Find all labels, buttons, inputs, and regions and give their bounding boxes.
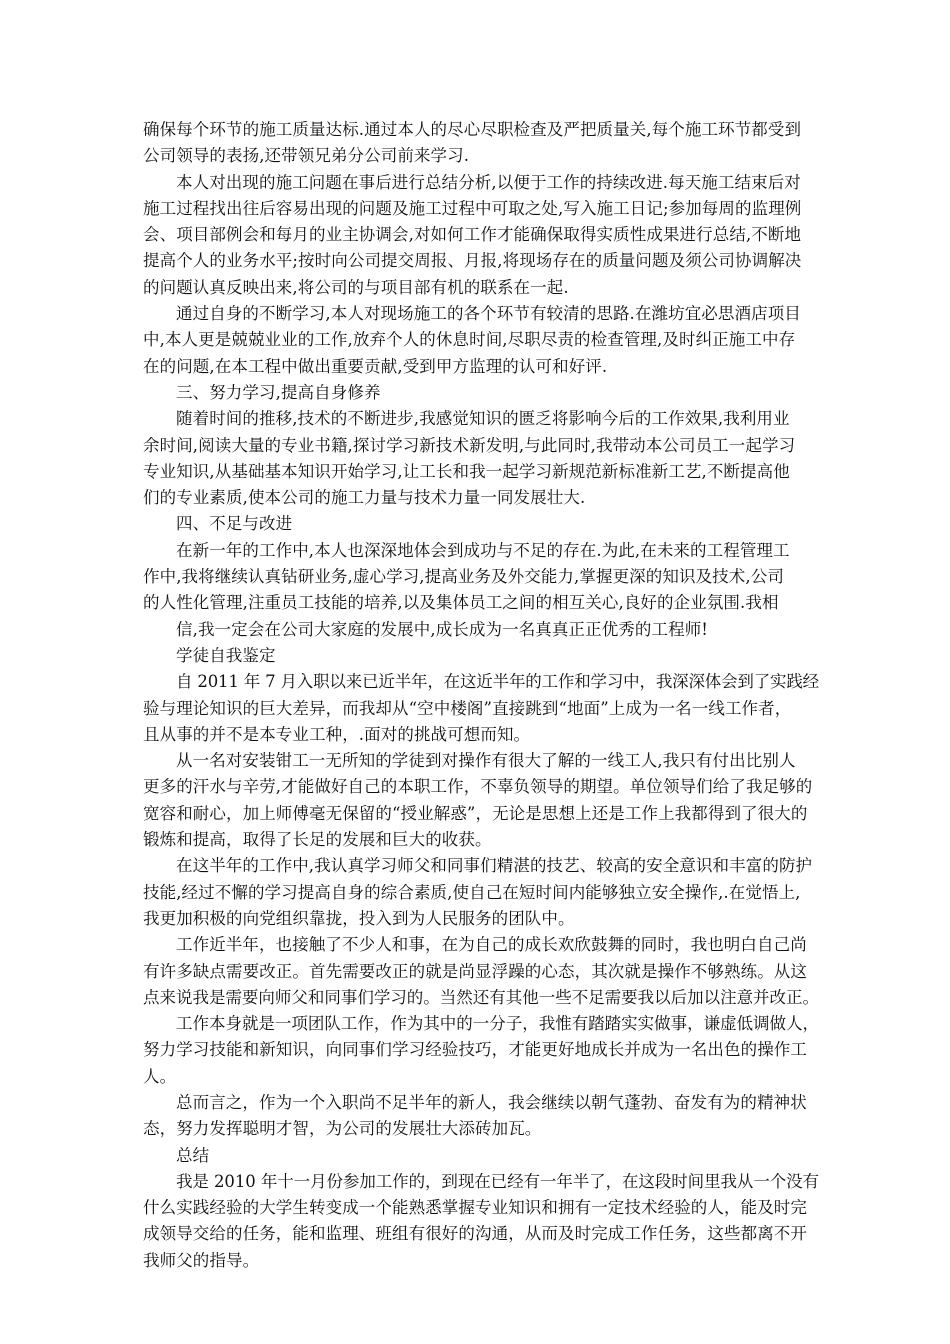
text-line: 工作本身就是一项团队工作，作为其中的一分子，我惟有踏踏实实做事，谦虚低调做人， [176,1014,819,1034]
text-line: 施工过程找出往后容易出现的问题及施工过程中可取之处,写入施工日记;参加每周的监理例 [143,198,802,218]
text-line: 态，努力发挥聪明才智，为公司的发展壮大添砖加瓦。 [143,1119,542,1139]
text-line: 余时间,阅读大量的专业书籍,探讨学习新技术新发明,与此同时,我带动本公司员工一起学习 [143,435,796,455]
text-line: 信,我一定会在公司大家庭的发展中,成长成为一名真真正正优秀的工程师! [176,619,709,639]
text-line: 验与理论知识的巨大差异，而我却从“空中楼阁”直接跳到“地面”上成为一名一线工作者， [143,698,792,718]
text-line: 宽容和耐心，加上师傅毫无保留的“授业解惑”，无论是思想上还是工作上我都得到了很大的 [143,803,808,823]
text-line: 点来说我是需要向师父和同事们学习的。当然还有其他一些不足需要我以后加以注意并改正。 [143,987,820,1007]
text-line: 成领导交给的任务，能和监理、班组有很好的沟通，从而及时完成工作任务，这些都离不开 [143,1224,807,1244]
text-line: 作中,我将继续认真钻研业务,虚心学习,提高业务及外交能力,掌握更深的知识及技术,公司 [143,567,784,587]
text-line: 随着时间的推移,技术的不断进步,我感觉知识的匮乏将影响今后的工作效果,我利用业 [176,409,790,429]
text-line: 的人性化管理,注重员工技能的培养,以及集体员工之间的相互关心,良好的企业氛围.我相 [143,593,779,613]
text-line: 我是 2010 年十一月份参加工作的，到现在已经有一年半了，在这段时间里我从一个没有 [176,1171,819,1191]
text-line: 四、不足与改进 [176,514,293,534]
text-line: 总结 [176,1145,210,1165]
text-line: 且从事的并不是本专业工种，.面对的挑战可想而知。 [143,724,531,744]
text-line: 在这半年的工作中,我认真学习师父和同事们精湛的技艺、较高的安全意识和丰富的防护 [176,856,813,876]
text-line: 在的问题,在本工程中做出重要贡献,受到甲方监理的认可和好评. [143,356,608,376]
text-line: 们的专业素质,使本公司的施工力量与技术力量一同发展壮大. [143,488,586,508]
text-line: 努力学习技能和新知识，向同事们学习经验技巧，才能更好地成长并成为一名出色的操作工 [143,1040,807,1060]
text-line: 会、项目部例会和每月的业主协调会,对如何工作才能确保取得实质性成果进行总结,不断地 [143,225,802,245]
text-line: 我更加积极的向党组织靠拢，投入到为人民服务的团队中。 [143,908,575,928]
text-line: 从一名对安装钳工一无所知的学徒到对操作有很大了解的一线工人,我只有付出比别人 [176,751,796,771]
text-line: 的问题认真反映出来,将公司的与项目部有机的联系在一起. [143,277,569,297]
text-line: 在新一年的工作中,本人也深深地体会到成功与不足的存在.为此,在未来的工程管理工 [176,540,790,560]
text-line: 专业知识,从基础基本知识开始学习,让工长和我一起学习新规范新标准新工艺,不断提高他 [143,461,790,481]
text-line: 我师父的指导。 [143,1250,260,1270]
text-line: 公司领导的表扬,还带领兄弟分公司前来学习. [143,146,470,166]
text-line: 更多的汗水与辛劳,才能做好自己的本职工作，不辜负领导的期望。单位领导们给了我足够的 [143,777,813,797]
text-line: 有许多缺点需要改正。首先需要改正的就是尚显浮躁的心态，其次就是操作不够熟练。从这 [143,961,807,981]
text-line: 人。 [143,1066,177,1086]
text-line: 通过自身的不断学习,本人对现场施工的各个环节有较清的思路.在潍坊宜必思酒店项目 [176,304,801,324]
text-line: 学徒自我鉴定 [176,645,276,665]
text-line: 工作近半年，也接触了不少人和事，在为自己的成长欢欣鼓舞的同时，我也明白自己尚 [176,935,807,955]
document-page [143,117,819,1274]
text-line: 确保每个环节的施工质量达标.通过本人的尽心尽职检查及严把质量关,每个施工环节都受到 [143,120,802,139]
text-line: 锻炼和提高，取得了长足的发展和巨大的收获。 [143,830,492,850]
text-line: 技能,经过不懈的学习提高自身的综合素质,使自己在短时间内能够独立安全操作,.在觉悟上, [143,882,801,902]
text-line: 本人对出现的施工问题在事后进行总结分析,以便于工作的持续改进.每天施工结束后对 [176,172,801,192]
text-line: 提高个人的业务水平;按时向公司提交周报、月报,将现场存在的质量问题及须公司协调解决 [143,251,802,271]
text-line: 自 2011 年 7 月入职以来已近半年，在这近半年的工作和学习中，我深深体会到了实践经 [176,672,820,692]
text-line: 什么实践经验的大学生转变成一个能熟悉掌握专业知识和拥有一定技术经验的人，能及时完 [143,1198,807,1218]
text-line: 三、努力学习,提高自身修养 [176,382,381,402]
text-line: 总而言之，作为一个入职尚不足半年的新人，我会继续以朝气蓬勃、奋发有为的精神状 [176,1092,807,1112]
text-line: 中,本人更是兢兢业业的工作,放弃个人的休息时间,尽职尽责的检查管理,及时纠正施工中存 [143,330,796,350]
